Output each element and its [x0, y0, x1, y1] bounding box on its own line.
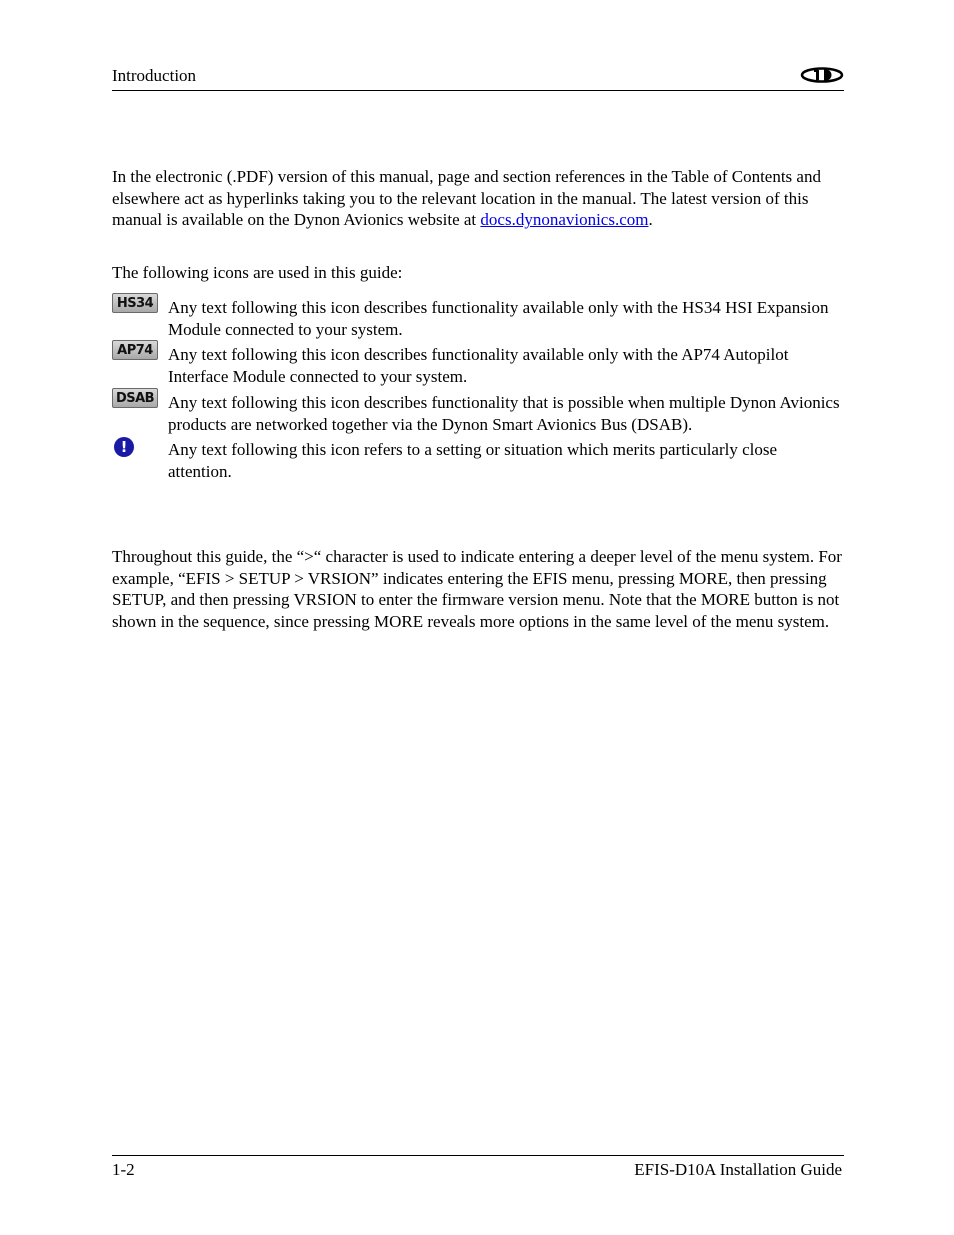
- section-title: Introduction: [112, 66, 197, 85]
- icon-description: Any text following this icon describes functionality that is possible when multiple Dynon Avionics products are networked together via the Dynon Smart Avionics Bus (DSAB).: [168, 393, 840, 434]
- dynon-logo-icon: [800, 67, 844, 83]
- icon-description: Any text following this icon describes functionality available only with the HS34 HSI Expansion Module connected to your system.: [168, 298, 829, 339]
- icon-description: Any text following this icon describes functionality available only with the AP74 Autopilot Interface Module connected to your system.: [168, 345, 789, 386]
- dsab-icon: DSAB: [112, 388, 158, 408]
- alert-icon: !: [114, 437, 134, 457]
- document-title: EFIS-D10A Installation Guide: [634, 1160, 842, 1179]
- ap74-icon: AP74: [112, 340, 158, 360]
- hs34-icon: HS34: [112, 293, 158, 313]
- page-number: 1-2: [112, 1160, 135, 1179]
- intro-suffix: .: [648, 210, 653, 230]
- intro-paragraph: [112, 166, 842, 231]
- icons-intro: The following icons are used in this guide:: [112, 263, 403, 282]
- docs-link[interactable]: docs.dynonavionics.com: [480, 210, 649, 230]
- page-footer: [112, 1155, 844, 1186]
- intro-text: In the electronic (.PDF) version of this manual, page and section references in the Table of Contents and elsewhere act as hyperlinks taking you to the relevant location in the manual. The latest version of this manual is available on the Dynon Avionics website at: [112, 167, 821, 230]
- page-header: [112, 64, 844, 91]
- menu-note-paragraph: Throughout this guide, the “>“ character is used to indicate entering a deeper level of the menu system. For example, “EFIS > SETUP > VRSION” indicates entering the EFIS menu, pressing MORE, then pressing SETUP, and then pressing VRSION to enter the firmware version menu. Note that the MORE button is not shown in the sequence, since pressing MORE reveals more options in the same level of the menu system.: [112, 547, 842, 631]
- icon-description: Any text following this icon refers to a setting or situation which merits particularly close attention.: [168, 440, 778, 481]
